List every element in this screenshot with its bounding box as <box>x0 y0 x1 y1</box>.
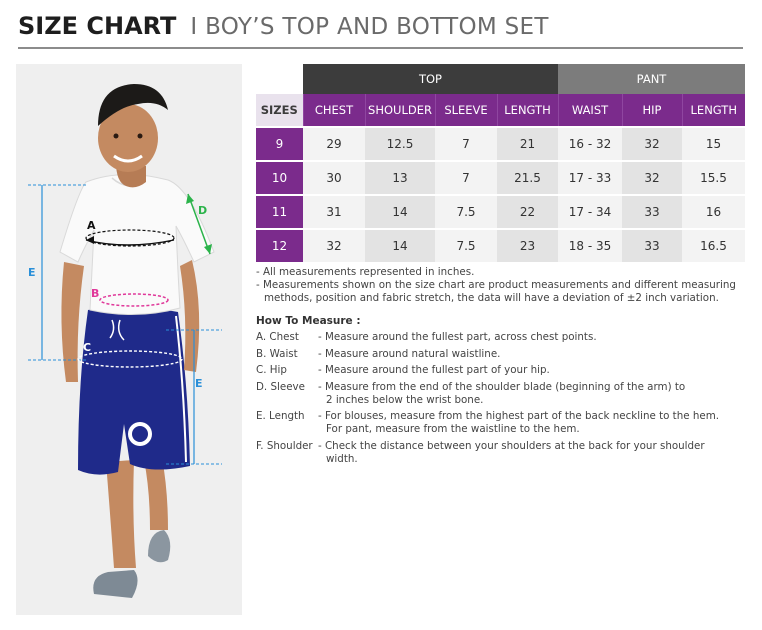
header-waist: WAIST <box>558 94 622 127</box>
item-description: - Measure around the fullest part, across chest points. <box>318 331 597 343</box>
page-title <box>18 12 549 46</box>
list-item <box>256 348 746 361</box>
header-hip: HIP <box>622 94 682 127</box>
note-line: - Measurements shown on the size chart are product measurements and different measuring <box>256 279 736 291</box>
model-illustration-panel <box>16 64 242 615</box>
note-line: methods, position and fabric stretch, the data will have a deviation of ±2 inch variation. <box>264 292 719 304</box>
item-label: A. Chest <box>256 331 299 343</box>
table-cell: 17 - 34 <box>558 195 622 229</box>
table-row <box>256 195 745 229</box>
table-cell: 21 <box>497 127 558 161</box>
group-pant: PANT <box>558 64 745 94</box>
item-description: - Check the distance between your shoulders at the back for your shoulder width. <box>318 439 705 465</box>
table-cell: 21.5 <box>497 161 558 195</box>
header-shoulder: SHOULDER <box>365 94 435 127</box>
table-cell: 14 <box>365 229 435 262</box>
table-cell: 23 <box>497 229 558 262</box>
item-label: F. Shoulder <box>256 439 313 452</box>
table-cell: 33 <box>622 195 682 229</box>
group-top: TOP <box>303 64 558 94</box>
label-e-right: E <box>195 377 203 390</box>
list-item <box>256 410 746 436</box>
title-main: SIZE CHART <box>18 12 177 40</box>
table-cell: 18 - 35 <box>558 229 622 262</box>
table-cell: 16 <box>682 195 745 229</box>
table-cell: 31 <box>303 195 365 229</box>
table-cell: 13 <box>365 161 435 195</box>
size-cell: 9 <box>256 127 303 161</box>
item-label: C. Hip <box>256 364 287 376</box>
item-label: D. Sleeve <box>256 380 305 393</box>
label-a: A <box>87 219 96 232</box>
list-item <box>256 381 746 407</box>
table-cell: 15.5 <box>682 161 745 195</box>
table-cell: 32 <box>622 127 682 161</box>
size-cell: 12 <box>256 229 303 262</box>
how-to-measure-list <box>256 331 746 469</box>
column-header-row <box>256 94 745 127</box>
table-cell: 14 <box>365 195 435 229</box>
group-header-row <box>256 64 745 94</box>
how-to-measure-heading: How To Measure : <box>256 315 361 327</box>
item-description: - Measure from the end of the shoulder blade (beginning of the arm) to 2 inches below the wrist bone. <box>318 380 686 406</box>
table-cell: 33 <box>622 229 682 262</box>
header-pant-length: LENGTH <box>682 94 745 127</box>
title-divider <box>18 47 743 49</box>
list-item <box>256 364 746 377</box>
table-cell: 32 <box>622 161 682 195</box>
item-label: E. Length <box>256 410 305 422</box>
table-cell: 12.5 <box>365 127 435 161</box>
table-cell: 7.5 <box>435 229 497 262</box>
table-row <box>256 161 745 195</box>
item-description: - Measure around natural waistline. <box>318 347 501 360</box>
size-chart-table <box>256 64 745 262</box>
table-cell: 7 <box>435 127 497 161</box>
item-description: - Measure around the fullest part of your hip. <box>318 364 550 376</box>
table-cell: 15 <box>682 127 745 161</box>
header-sleeve: SLEEVE <box>435 94 497 127</box>
table-cell: 7 <box>435 161 497 195</box>
header-sizes: SIZES <box>256 94 303 127</box>
measurement-notes <box>256 266 746 305</box>
item-label: B. Waist <box>256 347 298 360</box>
title-sub: I BOY’S TOP AND BOTTOM SET <box>190 14 549 40</box>
label-e-left: E <box>28 266 36 279</box>
list-item <box>256 331 746 344</box>
table-row <box>256 127 745 161</box>
header-top-length: LENGTH <box>497 94 558 127</box>
header-chest: CHEST <box>303 94 365 127</box>
blank-corner <box>256 64 303 94</box>
model-illustration <box>16 64 242 615</box>
list-item <box>256 440 746 466</box>
size-cell: 10 <box>256 161 303 195</box>
table-cell: 30 <box>303 161 365 195</box>
table-cell: 32 <box>303 229 365 262</box>
table-cell: 29 <box>303 127 365 161</box>
size-cell: 11 <box>256 195 303 229</box>
note-line: - All measurements represented in inches. <box>256 266 475 278</box>
label-b: B <box>91 287 100 300</box>
table-cell: 17 - 33 <box>558 161 622 195</box>
table-cell: 7.5 <box>435 195 497 229</box>
table-cell: 16 - 32 <box>558 127 622 161</box>
table-cell: 22 <box>497 195 558 229</box>
item-description: - For blouses, measure from the highest part of the back neckline to the hem. For pant, measure from the waistline to the hem. <box>318 410 720 435</box>
label-c: C <box>83 341 92 354</box>
table-cell: 16.5 <box>682 229 745 262</box>
table-row <box>256 229 745 262</box>
label-d: D <box>198 204 208 217</box>
